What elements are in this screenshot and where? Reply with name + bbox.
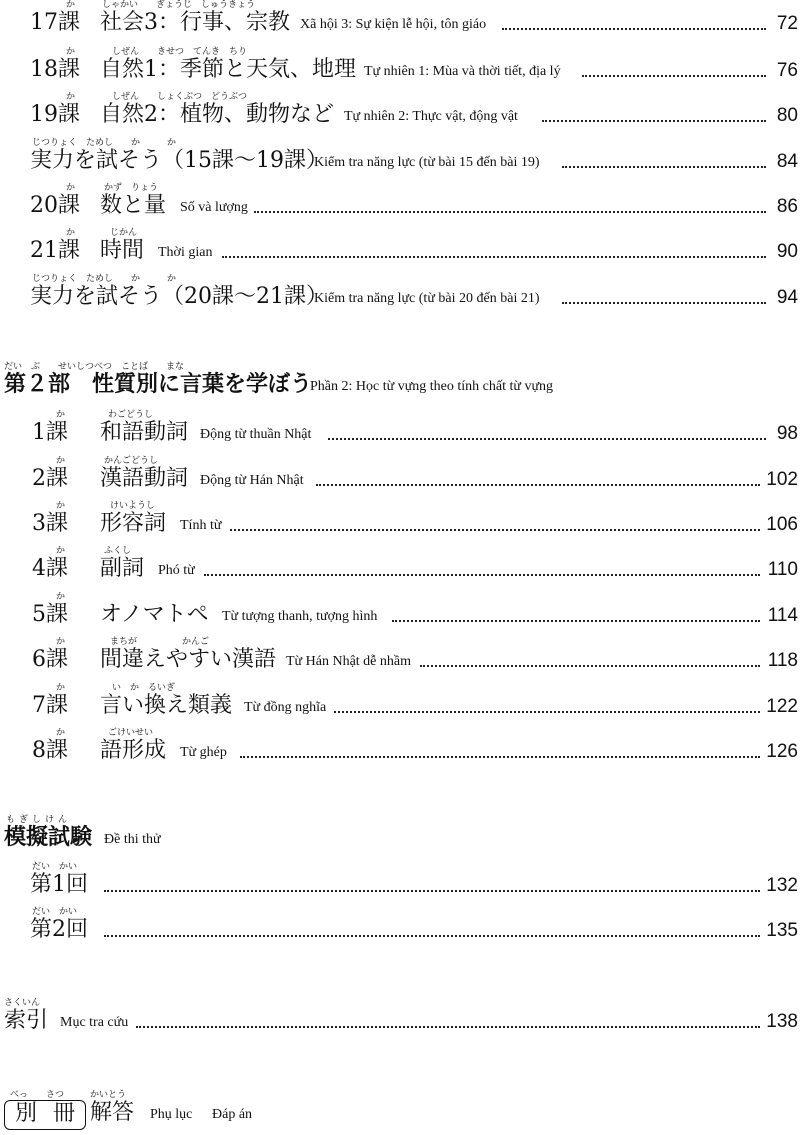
lesson-number: 3課 [32,511,68,536]
mock-exam-item-label: 第2回 [30,917,88,942]
page-number: 106 [766,514,798,535]
lesson-translation: Phó từ [158,563,195,578]
index-translation: Mục tra cứu [60,1015,129,1030]
lesson-translation: Từ đồng nghĩa [244,700,327,715]
lesson-number-ruby: か [66,47,76,57]
lesson-number: 21課 [30,238,80,263]
leader-dots [334,711,760,713]
part-heading-translation: Phần 2: Học từ vựng theo tính chất từ vựng [310,379,554,394]
lesson-translation: Tự nhiên 1: Mùa và thời tiết, địa lý [364,64,561,79]
page-number: 138 [766,1011,798,1032]
lesson-number: 4課 [32,556,68,581]
page-number: 118 [767,650,798,671]
lesson-title-ruby: かんごどうし [104,456,159,466]
lesson-number-ruby: か [56,728,66,738]
leader-dots [316,484,760,486]
page-number: 72 [776,13,798,34]
lesson-number-ruby: か [56,501,66,511]
lesson-title: 言い換え類義 [100,693,233,718]
appendix-box-char: 冊 [53,1101,76,1126]
leader-dots [204,574,760,576]
leader-dots [562,302,766,304]
mock-exam-ruby: もぎしけん [6,815,72,825]
lesson-number: 5課 [32,602,68,627]
lesson-title-ruby: い か るいぎ [112,683,176,693]
page-number: 98 [776,423,798,444]
lesson-number: 17課 [30,10,80,35]
lesson-title-ruby: しぜん きせつ てんき ちり [112,47,248,57]
lesson-number: 1課 [32,420,68,445]
lesson-title: 語形成 [100,738,167,763]
leader-dots [392,620,760,622]
lesson-title-ruby: しぜん しょくぶつ どうぶつ [112,92,248,102]
lesson-number: 8課 [32,738,68,763]
toc-row[interactable] [0,592,800,632]
index-title: 索引 [4,1008,49,1033]
page-number: 126 [766,741,798,762]
page-number: 135 [766,920,798,941]
toc-row[interactable] [0,862,800,902]
lesson-number-ruby: か [56,683,66,693]
leader-dots [230,529,760,531]
toc-row[interactable] [0,183,800,223]
part-heading-title: 第２部 性質別に言葉を学ぼう [4,372,313,397]
toc-row[interactable] [0,683,800,723]
test-translation: Kiểm tra năng lực (từ bài 20 đến bài 21) [314,291,540,306]
page-number: 84 [776,151,798,172]
lesson-title: 時間 [100,238,145,263]
appendix-title-ruby: かいとう [90,1090,127,1100]
toc-row[interactable] [0,998,800,1038]
lesson-translation: Tính từ [180,518,222,533]
lesson-number-ruby: か [66,183,76,193]
lesson-title-ruby: ごけいせい [108,728,154,738]
page-number: 76 [776,60,798,81]
lesson-title-ruby: わごどうし [108,410,154,420]
lesson-translation: Từ Hán Nhật dễ nhầm [286,654,411,669]
lesson-number: 7課 [32,693,68,718]
lesson-number-ruby: か [56,410,66,420]
page-number: 110 [767,559,798,580]
test-ruby: じつりょく ためし か か [32,274,177,284]
lesson-translation: Tự nhiên 2: Thực vật, động vật [344,109,518,124]
lesson-number-ruby: か [56,546,66,556]
lesson-number-ruby: か [66,92,76,102]
lesson-number-ruby: か [56,592,66,602]
page-number: 122 [766,696,798,717]
lesson-translation: Động từ thuần Nhật [200,427,312,442]
test-title: 実力を試そう（20課〜21課） [30,284,328,309]
lesson-number: 6課 [32,647,68,672]
lesson-number: 18課 [30,57,80,82]
toc-row[interactable] [0,138,800,178]
leader-dots [104,890,760,892]
leader-dots [222,256,766,258]
test-translation: Kiểm tra năng lực (từ bài 15 đến bài 19) [314,155,540,170]
lesson-title: オノマトペ [100,602,209,627]
appendix-box-char: 別 [15,1101,38,1126]
lesson-title: 形容詞 [100,511,167,536]
toc-row[interactable] [0,92,800,132]
toc-row[interactable] [0,546,800,586]
lesson-title: 間違えやすい漢語 [100,647,277,672]
leader-dots [502,28,766,30]
lesson-title: 数と量 [100,193,167,218]
lesson-translation: Xã hội 3: Sự kiện lễ hội, tôn giáo [300,17,487,32]
appendix-row [0,1090,800,1130]
lesson-title-ruby: けいようし [110,501,156,511]
appendix-box-ruby: べっ さつ [10,1090,65,1100]
lesson-title: 副詞 [100,556,145,581]
toc-row[interactable] [0,637,800,677]
lesson-title: 漢語動詞 [100,466,189,491]
appendix-box [4,1100,86,1130]
lesson-number: 2課 [32,466,68,491]
toc-row[interactable] [0,0,800,40]
appendix-title: 解答 [90,1100,135,1125]
page-number: 94 [776,287,798,308]
toc-row[interactable] [0,456,800,496]
leader-dots [254,211,766,213]
lesson-title-ruby: しゃかい ぎょうじ しゅうきょう [102,0,256,10]
lesson-translation: Động từ Hán Nhật [200,473,304,488]
lesson-number: 19課 [30,102,80,127]
appendix-translation-1: Phụ lục [150,1107,193,1122]
mock-exam-heading [0,815,800,855]
lesson-title: 社会3：行事、宗教 [100,10,290,35]
lesson-title: 自然2：植物、動物など [100,102,334,127]
page-number: 80 [776,105,798,126]
lesson-title-ruby: かず りょう [104,183,159,193]
mock-exam-title: 模擬試験 [4,825,93,850]
lesson-number-ruby: か [66,228,76,238]
leader-dots [240,756,760,758]
test-title: 実力を試そう（15課〜19課） [30,148,328,173]
mock-exam-item-ruby: だい かい [32,907,78,917]
lesson-title-ruby: まちが かんご [110,637,210,647]
toc-row[interactable] [0,501,800,541]
mock-exam-item-ruby: だい かい [32,862,78,872]
index-ruby: さくいん [4,998,41,1008]
page-number: 102 [766,469,798,490]
page-number: 86 [776,196,798,217]
appendix-translation-2: Đáp án [212,1107,253,1122]
lesson-number: 20課 [30,193,80,218]
leader-dots [582,75,766,77]
lesson-title-ruby: ふくし [104,546,132,556]
lesson-title: 自然1：季節と天気、地理 [100,57,356,82]
part-heading-ruby: だい ぶ せいしつべつ ことば まな [4,362,185,372]
part-heading [0,362,800,402]
toc-row[interactable] [0,410,800,450]
lesson-title-ruby: じかん [110,228,138,238]
leader-dots [104,935,760,937]
page-number: 90 [776,241,798,262]
lesson-translation: Số và lượng [180,200,248,215]
lesson-number-ruby: か [56,456,66,466]
lesson-translation: Thời gian [158,245,213,260]
toc-row[interactable] [0,907,800,947]
lesson-translation: Từ ghép [180,745,227,760]
toc-row[interactable] [0,228,800,268]
page-number: 114 [767,605,798,626]
leader-dots [328,438,766,440]
leader-dots [136,1026,760,1028]
leader-dots [562,166,766,168]
mock-exam-item-label: 第1回 [30,872,88,897]
lesson-translation: Từ tượng thanh, tượng hình [222,609,378,624]
toc-row[interactable] [0,274,800,314]
lesson-title: 和語動詞 [100,420,189,445]
leader-dots [542,120,766,122]
toc-row[interactable] [0,728,800,768]
lesson-number-ruby: か [66,0,76,10]
leader-dots [420,665,760,667]
mock-exam-translation: Đề thi thử [104,832,161,847]
test-ruby: じつりょく ためし か か [32,138,177,148]
toc-row[interactable] [0,47,800,87]
lesson-number-ruby: か [56,637,66,647]
page-number: 132 [766,875,798,896]
